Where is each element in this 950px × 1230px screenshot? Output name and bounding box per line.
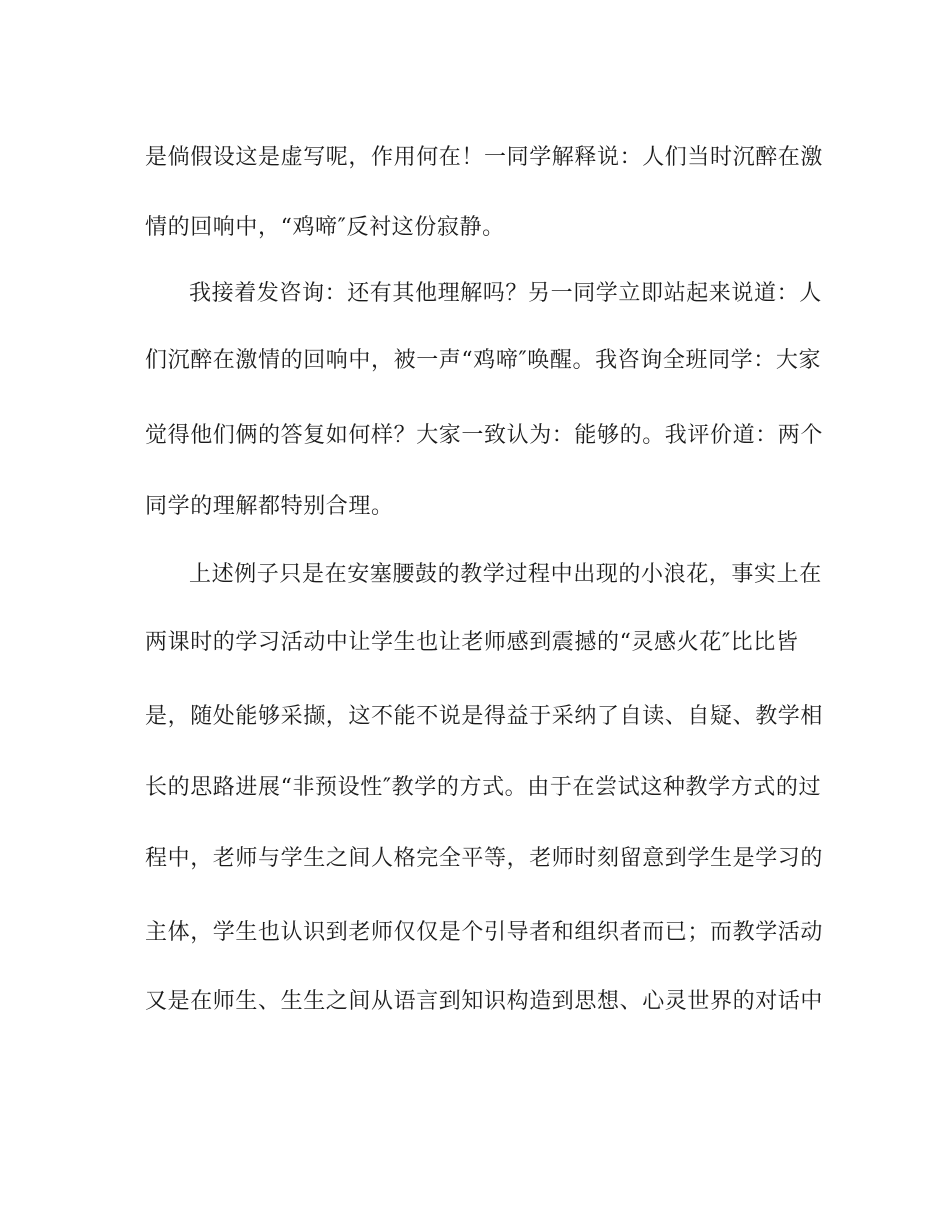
text-line: 同学的理解都特别合理。 <box>145 494 394 519</box>
text-line: 两课时的学习活动中让学生也让老师感到震撼的“灵感火花″比比皆 <box>145 630 799 655</box>
text-line: 长的思路进展“非预设性″教学的方式。由于在尝试这种教学方式的过 <box>145 775 822 800</box>
text-line: 程中，老师与学生之间人格完全平等，老师时刻留意到学生是学习的 <box>145 846 824 871</box>
text-line: 又是在师生、生生之间从语言到知识构造到思想、心灵世界的对话中 <box>145 989 824 1014</box>
text-line: 主体，学生也认识到老师仅仅是个引导者和组织者而已；而教学活动 <box>145 920 824 945</box>
text-line: 情的回响中，“鸡啼″反衬这份寂静。 <box>145 215 505 240</box>
text-line: 是倘假设这是虚写呢，作用何在！一同学解释说：人们当时沉醉在激 <box>145 145 824 170</box>
text-line: 们沉醉在激情的回响中，被一声“鸡啼″唤醒。我咨询全班同学：大家 <box>145 348 822 373</box>
text-line: 是，随处能够采撷，这不能不说是得益于采纳了自读、自疑、教学相 <box>145 704 824 729</box>
text-line: 上述例子只是在安塞腰鼓的教学过程中出现的小浪花，事实上在 <box>189 562 822 587</box>
text-line: 我接着发咨询：还有其他理解吗？另一同学立即站起来说道：人 <box>189 281 822 306</box>
text-line: 觉得他们俩的答复如何样？大家一致认为：能够的。我评价道：两个 <box>145 423 824 448</box>
